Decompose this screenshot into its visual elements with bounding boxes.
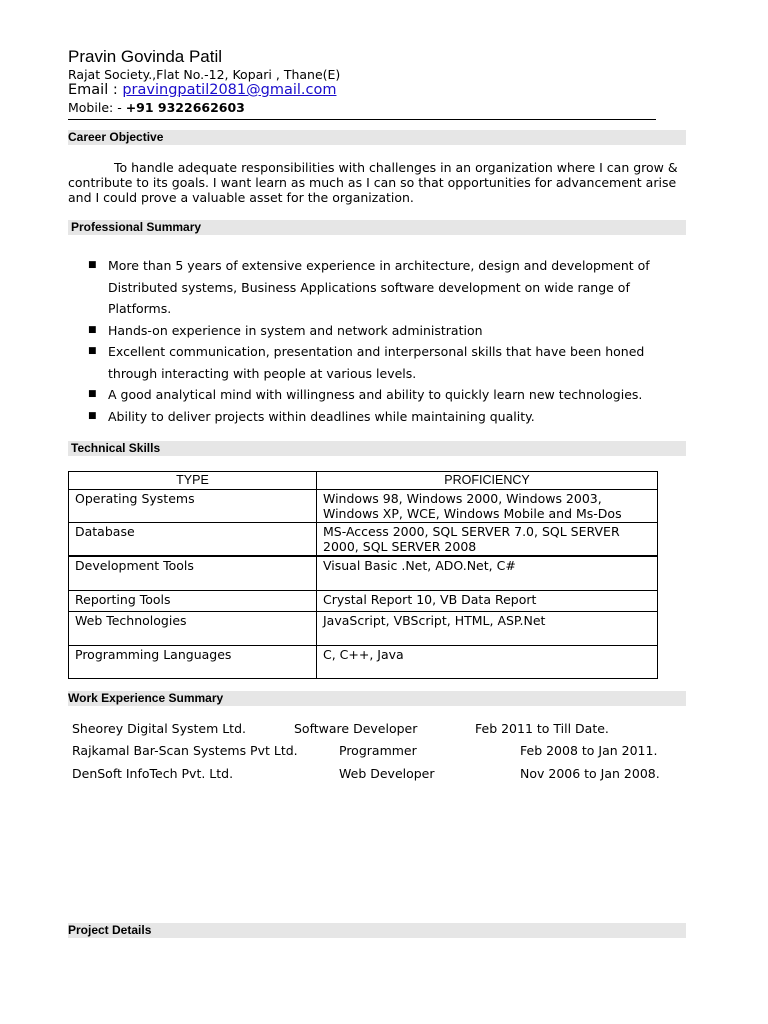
- email-label: Email :: [68, 82, 123, 98]
- table-row: [69, 523, 658, 557]
- skill-proficiency: Crystal Report 10, VB Data Report: [317, 590, 658, 611]
- work-period: Feb 2008 to Jan 2011.: [520, 743, 658, 758]
- list-item-text: Excellent communication, presentation and interpersonal skills that have been honed through interacting with people at various levels.: [108, 344, 645, 381]
- column-header-type: TYPE: [69, 472, 317, 490]
- header-divider: [68, 119, 656, 120]
- list-item-text: Ability to deliver projects within deadlines while maintaining quality.: [108, 408, 535, 424]
- section-heading: Work Experience Summary: [68, 691, 224, 705]
- skill-proficiency: JavaScript, VBScript, HTML, ASP.Net: [317, 611, 658, 645]
- section-heading: Career Objective: [68, 130, 164, 144]
- skill-type: Web Technologies: [69, 611, 317, 645]
- section-project-details: [68, 923, 686, 938]
- skill-type: Development Tools: [69, 556, 317, 590]
- skill-proficiency: MS-Access 2000, SQL SERVER 7.0, SQL SERVER 2000, SQL SERVER 2008: [317, 523, 658, 557]
- mobile-row: [68, 100, 245, 115]
- address: Rajat Society.,Flat No.-12, Kopari , Thane(E): [68, 67, 341, 82]
- career-objective-text: [68, 160, 688, 205]
- table-row: [69, 590, 658, 611]
- table-row: [69, 490, 658, 523]
- bullet-icon: ■: [88, 324, 97, 335]
- email-link[interactable]: pravingpatil2081@gmail.com: [122, 82, 337, 98]
- work-role: Web Developer: [339, 766, 435, 781]
- table-row: [69, 645, 658, 678]
- professional-summary-list: [88, 255, 678, 427]
- work-company: Rajkamal Bar-Scan Systems Pvt Ltd.: [72, 743, 298, 758]
- skill-type: Programming Languages: [69, 645, 317, 678]
- bullet-icon: ■: [88, 389, 97, 399]
- section-career-objective: [68, 130, 686, 145]
- section-heading: Project Details: [68, 923, 152, 937]
- bullet-icon: ■: [88, 346, 97, 356]
- skill-proficiency: C, C++, Java: [317, 645, 658, 678]
- list-item: [88, 255, 678, 320]
- list-item: [88, 384, 678, 406]
- work-company: DenSoft InfoTech Pvt. Ltd.: [72, 766, 234, 781]
- column-header-proficiency: PROFICIENCY: [317, 472, 658, 490]
- table-row: [69, 611, 658, 645]
- work-role: Software Developer: [294, 721, 418, 736]
- career-objective-body: To handle adequate responsibilities with challenges in an organization where I can grow & contribute to its goals. I want learn as much as I can so that opportunities for advancement arise and I could prove a valuable asset for the organization.: [68, 160, 678, 205]
- work-period: Nov 2006 to Jan 2008.: [520, 766, 660, 781]
- mobile-label: Mobile: -: [68, 100, 126, 115]
- list-item: [88, 341, 678, 384]
- skill-type: Reporting Tools: [69, 590, 317, 611]
- list-item: [88, 406, 678, 428]
- list-item: [88, 320, 678, 342]
- bullet-icon: ■: [88, 410, 97, 421]
- section-work-experience: [68, 691, 686, 706]
- bullet-icon: ■: [88, 260, 97, 270]
- email-row: [68, 82, 336, 98]
- list-item-text: Hands-on experience in system and network administration: [108, 322, 483, 338]
- section-heading: Professional Summary: [71, 220, 202, 234]
- section-heading: Technical Skills: [71, 441, 161, 455]
- skill-type: Operating Systems: [69, 490, 317, 523]
- list-item-text: More than 5 years of extensive experience in architecture, design and development of Distributed systems, Business Applications software development on wide range of Platforms.: [108, 258, 650, 316]
- table-row: [69, 556, 658, 590]
- skill-proficiency: Visual Basic .Net, ADO.Net, C#: [317, 556, 658, 590]
- work-role: Programmer: [339, 743, 417, 758]
- skill-type: Database: [69, 523, 317, 557]
- technical-skills-table: [68, 471, 658, 679]
- section-technical-skills: [68, 441, 686, 456]
- candidate-name: Pravin Govinda Patil: [68, 47, 223, 66]
- mobile-number: +91 9322662603: [125, 100, 245, 115]
- section-professional-summary: [68, 220, 686, 235]
- table-header-row: [69, 472, 658, 490]
- work-period: Feb 2011 to Till Date.: [475, 721, 609, 736]
- list-item-text: A good analytical mind with willingness and ability to quickly learn new technologies.: [108, 387, 643, 402]
- work-company: Sheorey Digital System Ltd.: [72, 721, 246, 736]
- skill-proficiency: Windows 98, Windows 2000, Windows 2003, Windows XP, WCE, Windows Mobile and Ms-Dos: [317, 490, 658, 523]
